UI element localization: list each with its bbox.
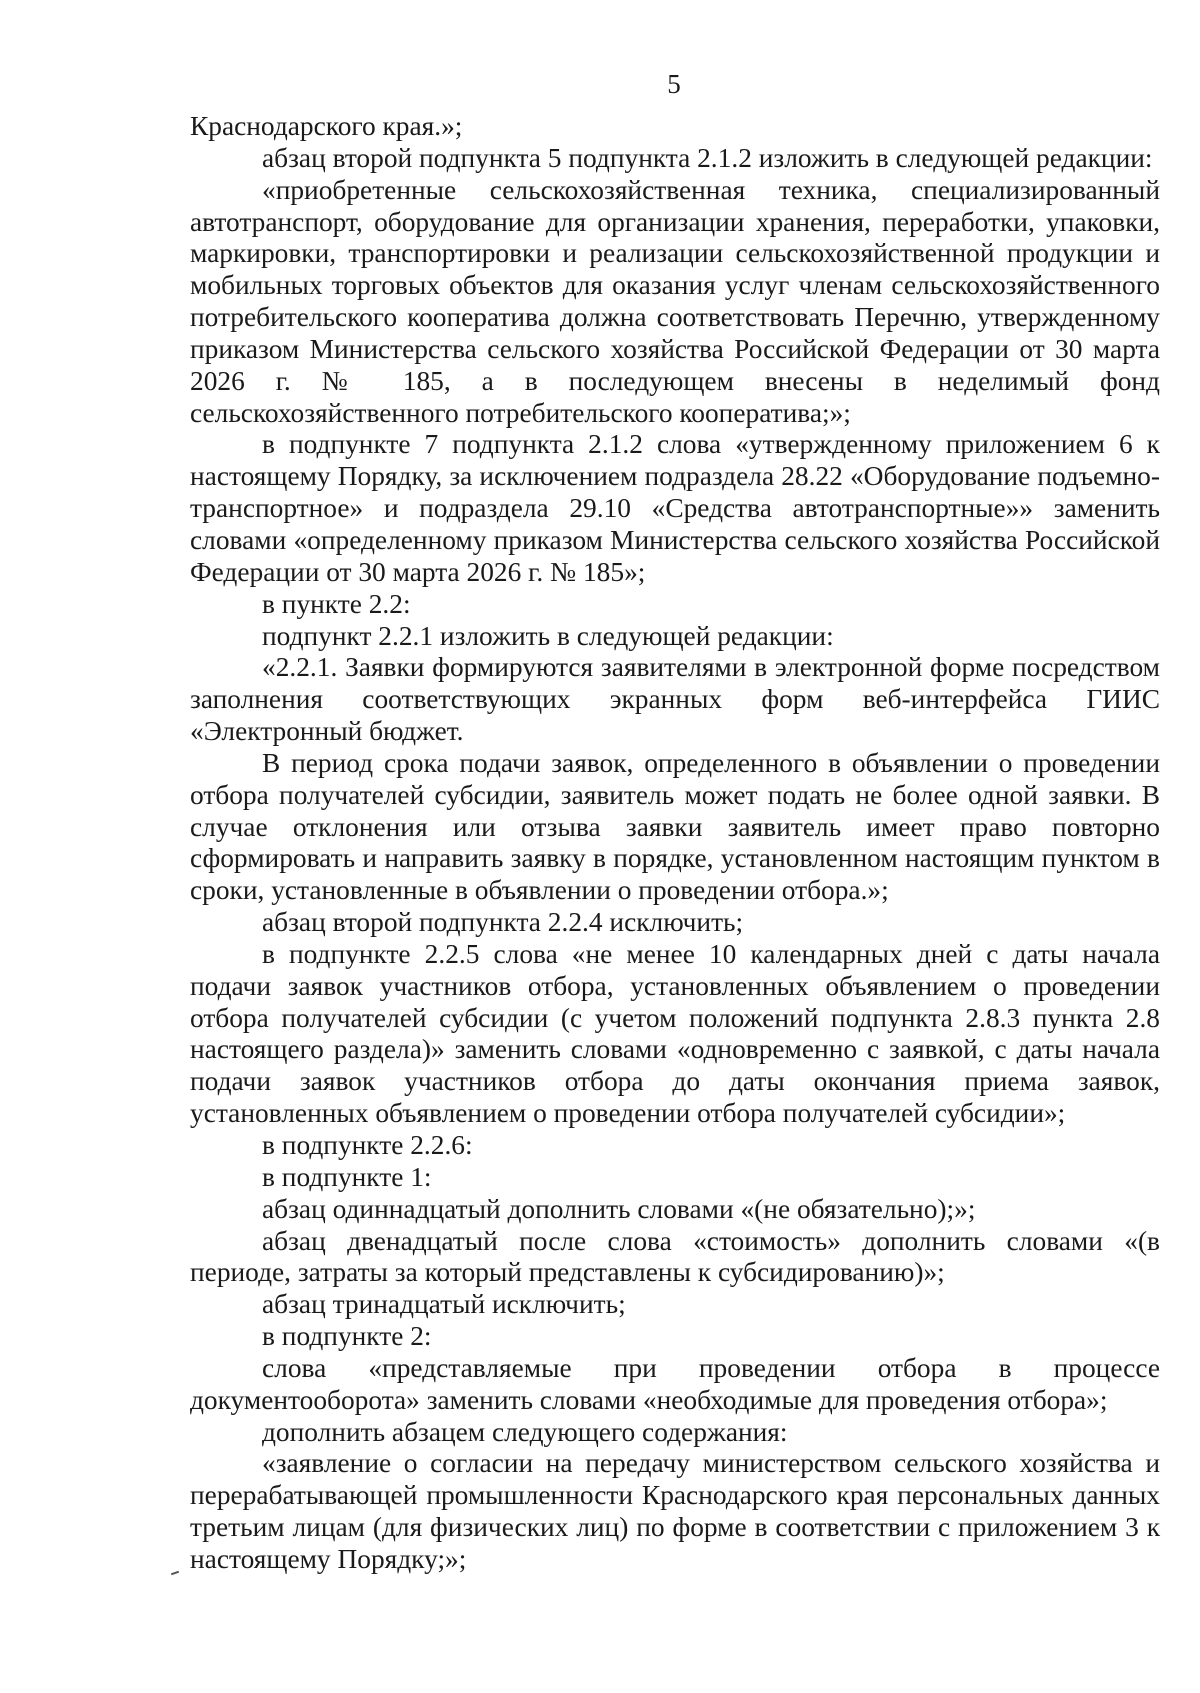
paragraph: «приобретенные сельскохозяйственная техника, специализированный автотранспорт, оборудование для организации хранения, переработки, упаковки, маркировки, транспортировки и реализации сельскохозяйственной продукции и мобильных торговых объектов для оказания услуг членам сельскохозяйственного потребительского кооператива должна соответствовать Перечню, утвержденному приказом Министерства сельского хозяйства Российской Федерации от 30 марта 2026 г. № 185, а в последующем внесены в неделимый фонд сельскохозяйственного потребительского кооператива;»; — [190, 174, 1160, 428]
paragraph: абзац двенадцатый после слова «стоимость» дополнить словами «(в периоде, затраты за который представлены к субсидированию)»; — [190, 1225, 1160, 1288]
scan-artifact-mark — [171, 1571, 179, 1576]
page-number: 5 — [667, 69, 681, 99]
paragraph: дополнить абзацем следующего содержания: — [262, 1416, 788, 1447]
paragraph: абзац одиннадцатый дополнить словами «(не обязательно);»; — [262, 1193, 976, 1224]
paragraph: в подпункте 2: — [262, 1321, 432, 1352]
paragraph: «2.2.1. Заявки формируются заявителями в электронной форме посредством заполнения соответствующих экранных форм веб-интерфейса ГИИС «Электронный бюджет. — [190, 652, 1160, 747]
paragraph: в подпункте 2.2.5 слова «не менее 10 календарных дней с даты начала подачи заявок участников отбора, установленных объявлением о проведении отбора получателей субсидии (с учетом положений подпункта 2.8.3 пункта 2.8 настоящего раздела)» заменить словами «одновременно с заявкой, с даты начала подачи заявок участников отбора до даты окончания приема заявок, установленных объявлением о проведении отбора получателей субсидии»; — [190, 938, 1160, 1129]
paragraph: абзац второй подпункта 5 подпункта 2.1.2 изложить в следующей редакции: — [262, 142, 1153, 173]
paragraph: «заявление о согласии на передачу министерством сельского хозяйства и перерабатывающей промышленности Краснодарского края персональных данных третьим лицам (для физических лиц) по форме в соответствии с приложением 3 к настоящему Порядку;»; — [190, 1448, 1160, 1574]
paragraph: абзац тринадцатый исключить; — [262, 1289, 626, 1320]
paragraph: слова «представляемые при проведении отбора в процессе документооборота» заменить словами «необходимые для проведения отбора»; — [190, 1352, 1160, 1415]
paragraph: в подпункте 7 подпункта 2.1.2 слова «утвержденному приложением 6 к настоящему Порядку, за исключением подраздела 28.22 «Оборудование подъемно-транспортное» и подраздела 29.10 «Средства автотранспортные»» заменить словами «определенному приказом Министерства сельского хозяйства Российской Федерации от 30 марта 2026 г. № 185»; — [190, 429, 1160, 587]
paragraph: В период срока подачи заявок, определенного в объявлении о проведении отбора получателей субсидии, заявитель может подать не более одной заявки. В случае отклонения или отзыва заявки заявитель имеет право повторно сформировать и направить заявку в порядке, установленном настоящим пунктом в сроки, установленные в объявлении о проведении отбора.»; — [190, 747, 1160, 906]
paragraph: в пункте 2.2: — [262, 588, 411, 619]
paragraph: абзац второй подпункта 2.2.4 исключить; — [262, 907, 744, 938]
paragraph: Краснодарского края.»; — [190, 111, 463, 141]
paragraph: подпункт 2.2.1 изложить в следующей редакции: — [262, 620, 834, 651]
paragraph: в подпункте 2.2.6: — [262, 1130, 473, 1160]
paragraph: в подпункте 1: — [262, 1161, 432, 1192]
document-body — [190, 111, 1160, 1576]
